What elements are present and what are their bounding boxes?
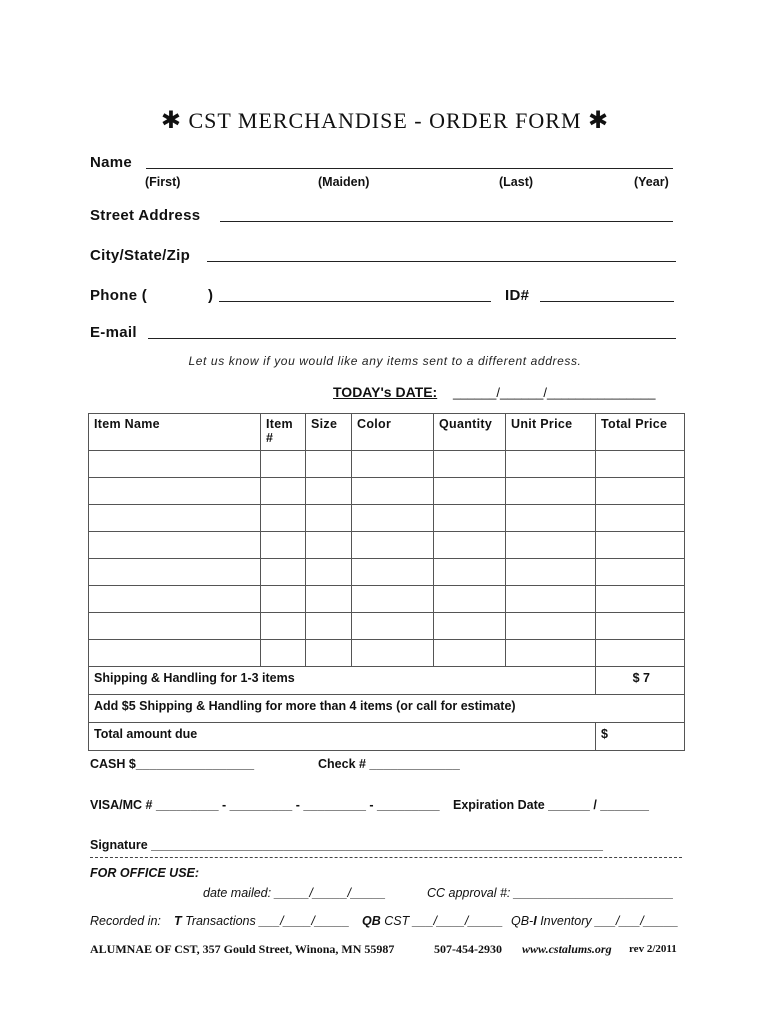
check-field[interactable]: Check # _____________ [318, 757, 460, 771]
color-cell[interactable] [352, 613, 434, 640]
table-row [89, 613, 685, 640]
email-field[interactable] [148, 338, 676, 339]
size-cell[interactable] [306, 613, 352, 640]
unit-price-cell[interactable] [506, 505, 596, 532]
footer-website[interactable]: www.cstalums.org [522, 942, 612, 956]
color-cell[interactable] [352, 478, 434, 505]
office-use-heading: FOR OFFICE USE: [90, 866, 200, 880]
signature-field[interactable]: Signature _________________________________________________________________ [90, 838, 603, 852]
size-cell[interactable] [306, 478, 352, 505]
col-header-unit-price: Unit Price [506, 414, 596, 451]
quantity-cell[interactable] [434, 505, 506, 532]
item-name-cell[interactable] [89, 505, 261, 532]
shipping-value: $ 7 [596, 667, 685, 695]
item-number-cell[interactable] [261, 613, 306, 640]
total-row [89, 723, 685, 751]
col-header-total-price: Total Price [596, 414, 685, 451]
name-first-caption: (First) [145, 175, 181, 189]
name-field[interactable] [146, 168, 673, 169]
name-year-caption: (Year) [634, 175, 669, 189]
extra-shipping-label: Add $5 Shipping & Handling for more than 4 items (or call for estimate) [89, 695, 685, 723]
item-number-cell[interactable] [261, 505, 306, 532]
unit-price-cell[interactable] [506, 532, 596, 559]
total-price-cell[interactable] [596, 532, 685, 559]
name-label: Name [90, 154, 133, 171]
size-cell[interactable] [306, 586, 352, 613]
item-number-cell[interactable] [261, 559, 306, 586]
cash-field[interactable]: CASH $_________________ [90, 757, 255, 771]
color-cell[interactable] [352, 505, 434, 532]
todays-date-field[interactable]: ______/______/_______________ [453, 385, 656, 400]
shipping-row [89, 667, 685, 695]
col-header-size: Size [306, 414, 352, 451]
color-cell[interactable] [352, 559, 434, 586]
col-header-color: Color [352, 414, 434, 451]
total-value[interactable]: $ [596, 723, 685, 751]
unit-price-cell[interactable] [506, 478, 596, 505]
table-row [89, 478, 685, 505]
qbi-prefix: QB- [511, 914, 534, 928]
col-header-quantity: Quantity [434, 414, 506, 451]
unit-price-cell[interactable] [506, 559, 596, 586]
color-cell[interactable] [352, 451, 434, 478]
table-header-row [89, 414, 685, 451]
star-icon: ✱ [160, 106, 182, 134]
quantity-cell[interactable] [434, 532, 506, 559]
order-items-table [88, 413, 685, 751]
star-icon: ✱ [588, 106, 610, 134]
unit-price-cell[interactable] [506, 613, 596, 640]
qb-cst-field[interactable] [362, 914, 503, 928]
item-name-cell[interactable] [89, 559, 261, 586]
table-row [89, 559, 685, 586]
name-maiden-caption: (Maiden) [318, 175, 370, 189]
size-cell[interactable] [306, 451, 352, 478]
total-price-cell[interactable] [596, 586, 685, 613]
qb-label: QB [362, 914, 381, 928]
date-mailed-field[interactable]: date mailed: _____/_____/_____ [203, 886, 386, 900]
phone-close-paren: ) [208, 287, 214, 304]
size-cell[interactable] [306, 640, 352, 667]
total-label: Total amount due [89, 723, 596, 751]
id-label: ID# [505, 287, 530, 304]
address-note: Let us know if you would like any items sent to a different address. [188, 354, 582, 368]
total-price-cell[interactable] [596, 451, 685, 478]
color-cell[interactable] [352, 532, 434, 559]
item-number-cell[interactable] [261, 586, 306, 613]
quantity-cell[interactable] [434, 586, 506, 613]
item-number-cell[interactable] [261, 451, 306, 478]
total-price-cell[interactable] [596, 505, 685, 532]
street-field[interactable] [220, 221, 673, 222]
expiration-field[interactable]: Expiration Date ______ / _______ [453, 798, 649, 812]
form-title [0, 106, 770, 134]
name-last-caption: (Last) [499, 175, 534, 189]
size-cell[interactable] [306, 559, 352, 586]
cc-approval-field[interactable]: CC approval #: _______________________ [427, 886, 674, 900]
item-name-cell[interactable] [89, 532, 261, 559]
col-header-item-number: Item # [261, 414, 306, 451]
table-row [89, 586, 685, 613]
city-field[interactable] [207, 261, 676, 262]
t-transactions-field[interactable] [174, 914, 350, 928]
footer-phone: 507-454-2930 [434, 942, 502, 956]
quantity-cell[interactable] [434, 640, 506, 667]
todays-date-label: TODAY's DATE: [333, 384, 438, 400]
cut-line-divider [90, 857, 682, 858]
quantity-cell[interactable] [434, 478, 506, 505]
footer-address: ALUMNAE OF CST, 357 Gould Street, Winona, MN 55987 [90, 942, 395, 956]
qb-cst-text: CST ___/____/_____ [380, 914, 504, 928]
unit-price-cell[interactable] [506, 451, 596, 478]
shipping-label: Shipping & Handling for 1-3 items [89, 667, 596, 695]
card-number-field[interactable]: VISA/MC # _________ - _________ - _________ - _________ [90, 798, 440, 812]
table-row [89, 505, 685, 532]
unit-price-cell[interactable] [506, 586, 596, 613]
recorded-in-label: Recorded in: [90, 914, 161, 928]
color-cell[interactable] [352, 640, 434, 667]
quantity-cell[interactable] [434, 559, 506, 586]
quantity-cell[interactable] [434, 613, 506, 640]
table-row [89, 532, 685, 559]
unit-price-cell[interactable] [506, 640, 596, 667]
item-number-cell[interactable] [261, 478, 306, 505]
table-row [89, 640, 685, 667]
col-header-item-name: Item Name [89, 414, 261, 451]
phone-label: Phone ( [90, 287, 148, 304]
qb-inventory-field[interactable] [511, 914, 679, 928]
street-label: Street Address [90, 207, 201, 224]
item-name-cell[interactable] [89, 640, 261, 667]
item-name-cell[interactable] [89, 451, 261, 478]
total-price-cell[interactable] [596, 640, 685, 667]
total-price-cell[interactable] [596, 559, 685, 586]
id-field[interactable] [540, 301, 674, 302]
t-transactions-text: Transactions ___/____/_____ [181, 914, 350, 928]
t-label: T [174, 914, 182, 928]
qbi-label: I [533, 914, 537, 928]
item-number-cell[interactable] [261, 640, 306, 667]
size-cell[interactable] [306, 532, 352, 559]
total-price-cell[interactable] [596, 613, 685, 640]
color-cell[interactable] [352, 586, 434, 613]
footer-revision: rev 2/2011 [629, 943, 677, 955]
area-code-field[interactable] [158, 287, 206, 305]
form-title-text: CST MERCHANDISE - ORDER FORM [188, 108, 582, 133]
size-cell[interactable] [306, 505, 352, 532]
item-number-cell[interactable] [261, 532, 306, 559]
city-label: City/State/Zip [90, 247, 191, 264]
item-name-cell[interactable] [89, 478, 261, 505]
phone-field[interactable] [219, 301, 491, 302]
item-name-cell[interactable] [89, 613, 261, 640]
extra-shipping-row [89, 695, 685, 723]
email-label: E-mail [90, 324, 137, 341]
qb-inventory-text: Inventory ___/___/_____ [536, 914, 679, 928]
table-row [89, 451, 685, 478]
item-name-cell[interactable] [89, 586, 261, 613]
quantity-cell[interactable] [434, 451, 506, 478]
total-price-cell[interactable] [596, 478, 685, 505]
